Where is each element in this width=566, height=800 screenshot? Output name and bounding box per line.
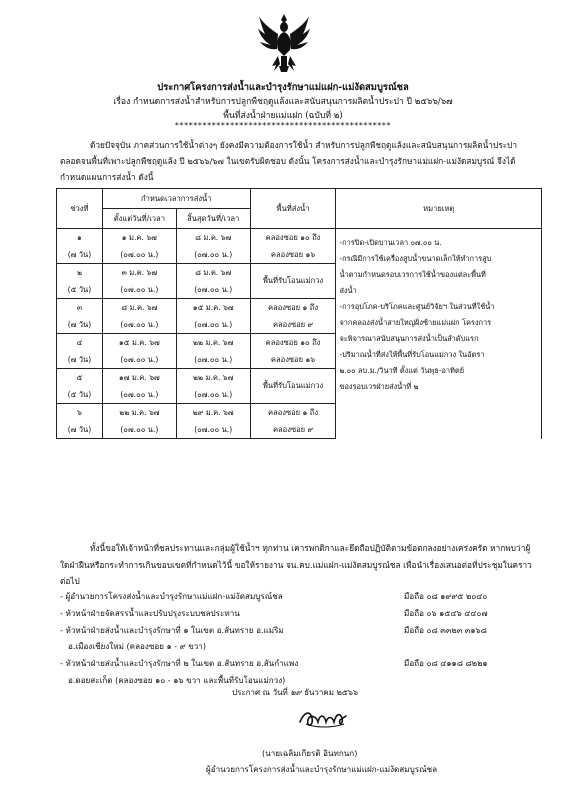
start-time: (๐๗.๐๐ น.) [102,386,176,404]
announcement-title: ประกาศโครงการส่งน้ำและบำรุงรักษาแม่แฝก-แม่งัดสมบูรณ์ชล [157,82,409,93]
round-number: ๔ [57,334,103,352]
signer-name: (นายเฉลิมเกียรติ อินทกนก) [262,748,358,758]
start-date: ๑ ม.ค. ๖๗ [102,229,176,247]
round-number: ๒ [57,264,103,282]
start-date: ๓ ม.ค. ๖๗ [102,264,176,282]
area-line: คลองซอย ๑๖ [250,351,336,369]
end-time: (๐๗.๐๐ น.) [176,421,250,439]
announcement-date [232,686,358,699]
contact-row [60,607,540,624]
contact-name: อ.ดอยสะเก็ด (คลองซอย ๑๐ - ๑๖ ขวา และพื้นที่รับโอนแม่กวง) [68,674,286,685]
contact-name: - หัวหน้าฝ่ายส่งน้ำและบำรุงรักษาที่ ๑ ในเขต อ.สันทราย อ.แม่ริม [60,624,284,635]
handwritten-signature [296,704,350,734]
date-prefix: ประกาศ ณ วันที่ [232,688,288,697]
area-line: คลองซอย ๑ ถึง [250,299,336,317]
start-date: ๑๕ ม.ค. ๖๗ [102,334,176,352]
table-row [57,229,542,247]
contact-name: - หัวหน้าฝ่ายจัดสรรน้ำและปรับปรุงระบบชลประทาน [60,607,240,618]
announcement-area: พื้นที่ส่งน้ำฝ่ายแม่แฝก (ฉบับที่ ๒) [223,111,343,121]
round-number: ๓ [57,299,103,317]
end-date: ๒๒ ม.ค. ๖๗ [176,334,250,352]
end-date: ๒๙ ม.ค. ๖๗ [176,404,250,422]
start-time: (๐๗.๐๐ น.) [102,281,176,299]
round-number: ๑ [57,229,103,247]
notes-cell [336,229,542,439]
area-line: พื้นที่รับโอนแม่กวง [250,264,336,299]
header-round: ช่วงที่ [57,189,103,229]
area-line: คลองซอย ๙ [250,316,336,334]
round-duration: (๗ วัน) [57,421,103,439]
contact-phone: มือถือ ๐๘ ๔๑๑๘ ๘๒๒๑ [404,658,488,669]
round-number: ๖ [57,404,103,422]
end-date: ๘ ม.ค. ๖๗ [176,229,250,247]
end-time: (๐๗.๐๐ น.) [176,386,250,404]
round-number: ๕ [57,369,103,387]
area-line: พื้นที่รับโอนแม่กวง [250,369,336,404]
start-date: ๑๗ ม.ค. ๖๗ [102,369,176,387]
start-date: ๒๒ ม.ค. ๖๗ [102,404,176,422]
end-time: (๐๗.๐๐ น.) [176,281,250,299]
end-time: (๐๗.๐๐ น.) [176,316,250,334]
note-line: -ปริมาณน้ำที่ส่งให้พื้นที่รับโอนแม่กวง ในอัตรา [339,350,485,359]
contact-phone: มือถือ ๐๘ ๓๓๒๓ ๓๑๖๘ [404,624,487,635]
star-divider: *********************************************** [174,121,392,130]
date-day: ๒๙ [290,688,302,697]
end-date: ๒๒ ม.ค. ๖๗ [176,369,250,387]
area-line: คลองซอย ๑ ถึง [250,404,336,422]
note-line: -การอุปโภค-บริโภคและศูนย์วิจัยฯ ในส่วนที่ใช้น้ำ [339,302,495,311]
contact-row [60,640,540,657]
contact-list [60,590,540,691]
header-notes: หมายเหตุ [336,189,542,229]
note-line: ของรอบเวรฝ่ายส่งน้ำที่ ๒ [339,382,419,391]
signer-position: ผู้อำนวยการโครงการส่งน้ำและบำรุงรักษาแม่แฝก-แม่งัดสมบูรณ์ชล [206,764,438,774]
area-line: คลองซอย ๙ [250,421,336,439]
note-line: จะพิจารณาสนับสนุนการส่งน้ำเป็นลำดับแรก [339,334,479,343]
end-date: ๘ ม.ค. ๖๗ [176,264,250,282]
contact-name: - ผู้อำนวยการโครงส่งน้ำและบำรุงรักษาแม่แฝก-แม่งัดสมบูรณ์ชล [60,591,283,601]
header-start: ตั้งแต่วันที่/เวลา [102,209,176,229]
closing-paragraph: ทั้งนี้ขอให้เจ้าหน้าที่ชลประทานและกลุ่มผู้ใช้น้ำฯ ทุกท่าน เคารพกติกาและยึดถือปฏิบัติตามข้อตกลงอย่างเคร่งครัด หากพบว่าผู้ใดฝ่าฝืนหรือกระทำการเกินขอบเขตที่กำหนดไว้นี้ ขอให้รายงาน จน.คบ.แม่แฝก-แม่งัดสมบูรณ์ชล เพื่อนำเรื่องเสนอต่อที่ประชุมในคราวต่อไป [60,543,532,586]
round-duration: (๗ วัน) [57,351,103,369]
contact-phone: มือถือ ๐๖ ๑๕๔๖ ๔๔๐๗ [404,607,488,618]
note-line: ๒.๐๐ ลบ.ม./วินาที ตั้งแต่ วันพุธ-อาทิตย์ [339,366,465,375]
note-line: -การปิด-เปิดบานเวลา ๐๗.๐๐ น. [339,238,442,247]
start-time: (๐๗.๐๐ น.) [102,421,176,439]
contact-name: - หัวหน้าฝ่ายส่งน้ำและบำรุงรักษาที่ ๒ ในเขต อ.สันทราย อ.สันกำแพง [60,658,299,669]
round-duration: (๕ วัน) [57,281,103,299]
end-date: ๑๕ ม.ค. ๖๗ [176,299,250,317]
note-line: จากคลองส่งน้ำสายใหญ่ฝั่งซ้ายแม่แฝก โครงการ [339,318,492,327]
round-duration: (๗ วัน) [57,246,103,264]
contact-name: อ.เมืองเชียงใหม่ (คลองซอย ๑ - ๙ ขวา) [68,641,206,652]
round-duration: (๗ วัน) [57,316,103,334]
start-time: (๐๗.๐๐ น.) [102,246,176,264]
area-line: คลองซอย ๑๐ ถึง [250,334,336,352]
start-time: (๐๗.๐๐ น.) [102,316,176,334]
garuda-emblem-icon [257,12,311,74]
note-line: น้ำตามกำหนดรอบเวรการใช้น้ำของแต่ละพื้นที่ [339,270,486,279]
end-time: (๐๗.๐๐ น.) [176,351,250,369]
note-line: ส่งน้ำ [339,286,357,295]
contact-row [60,657,540,674]
contact-row [60,624,540,641]
round-duration: (๕ วัน) [57,386,103,404]
area-line: คลองซอย ๑๐ ถึง [250,229,336,247]
area-line: คลองซอย ๑๖ [250,246,336,264]
start-date: ๘ ม.ค. ๖๗ [102,299,176,317]
contact-row [60,590,540,607]
schedule-table [56,188,542,439]
note-line: -กรณีมีการใช้เครื่องสูบน้ำขนาดเล็กให้ทำการสูบ [339,254,492,263]
contact-phone: มือถือ ๐๘ ๑๙๙๕ ๒๐๔๐ [404,591,488,601]
start-time: (๐๗.๐๐ น.) [102,351,176,369]
header-area: พื้นที่ส่งน้ำ [250,189,336,229]
intro-paragraph: ด้วยปัจจุบัน ภาคส่วนการใช้น้ำต่างๆ ยังคงมีความต้องการใช้น้ำ สำหรับการปลูกพืชฤดูแล้งและสนับสนุนการผลิตน้ำประปา ตลอดจนพื้นที่เพาะปลูกพืชฤดูแล้ง ปี ๒๕๖๖/๖๗ ในเขตรับผิดชอบ ดังนั้น โครงการส่งน้ำและบำรุงรักษาแม่แฝก-แม่งัดสมบูรณ์ จึงได้กำหนดแผนการส่งน้ำ ดังนี้ [60,140,518,182]
date-rest: ธันวาคม ๒๕๖๖ [304,688,359,697]
header-schedule: กำหนดเวลาการส่งน้ำ [102,189,250,209]
header-end: สิ้นสุดวันที่/เวลา [176,209,250,229]
announcement-subject: เรื่อง กำหนดการส่งน้ำสำหรับการปลูกพืชฤดูแล้งและสนับสนุนการผลิตน้ำประปา ปี ๒๕๖๖/๖๗ [113,97,453,107]
end-time: (๐๗.๐๐ น.) [176,246,250,264]
